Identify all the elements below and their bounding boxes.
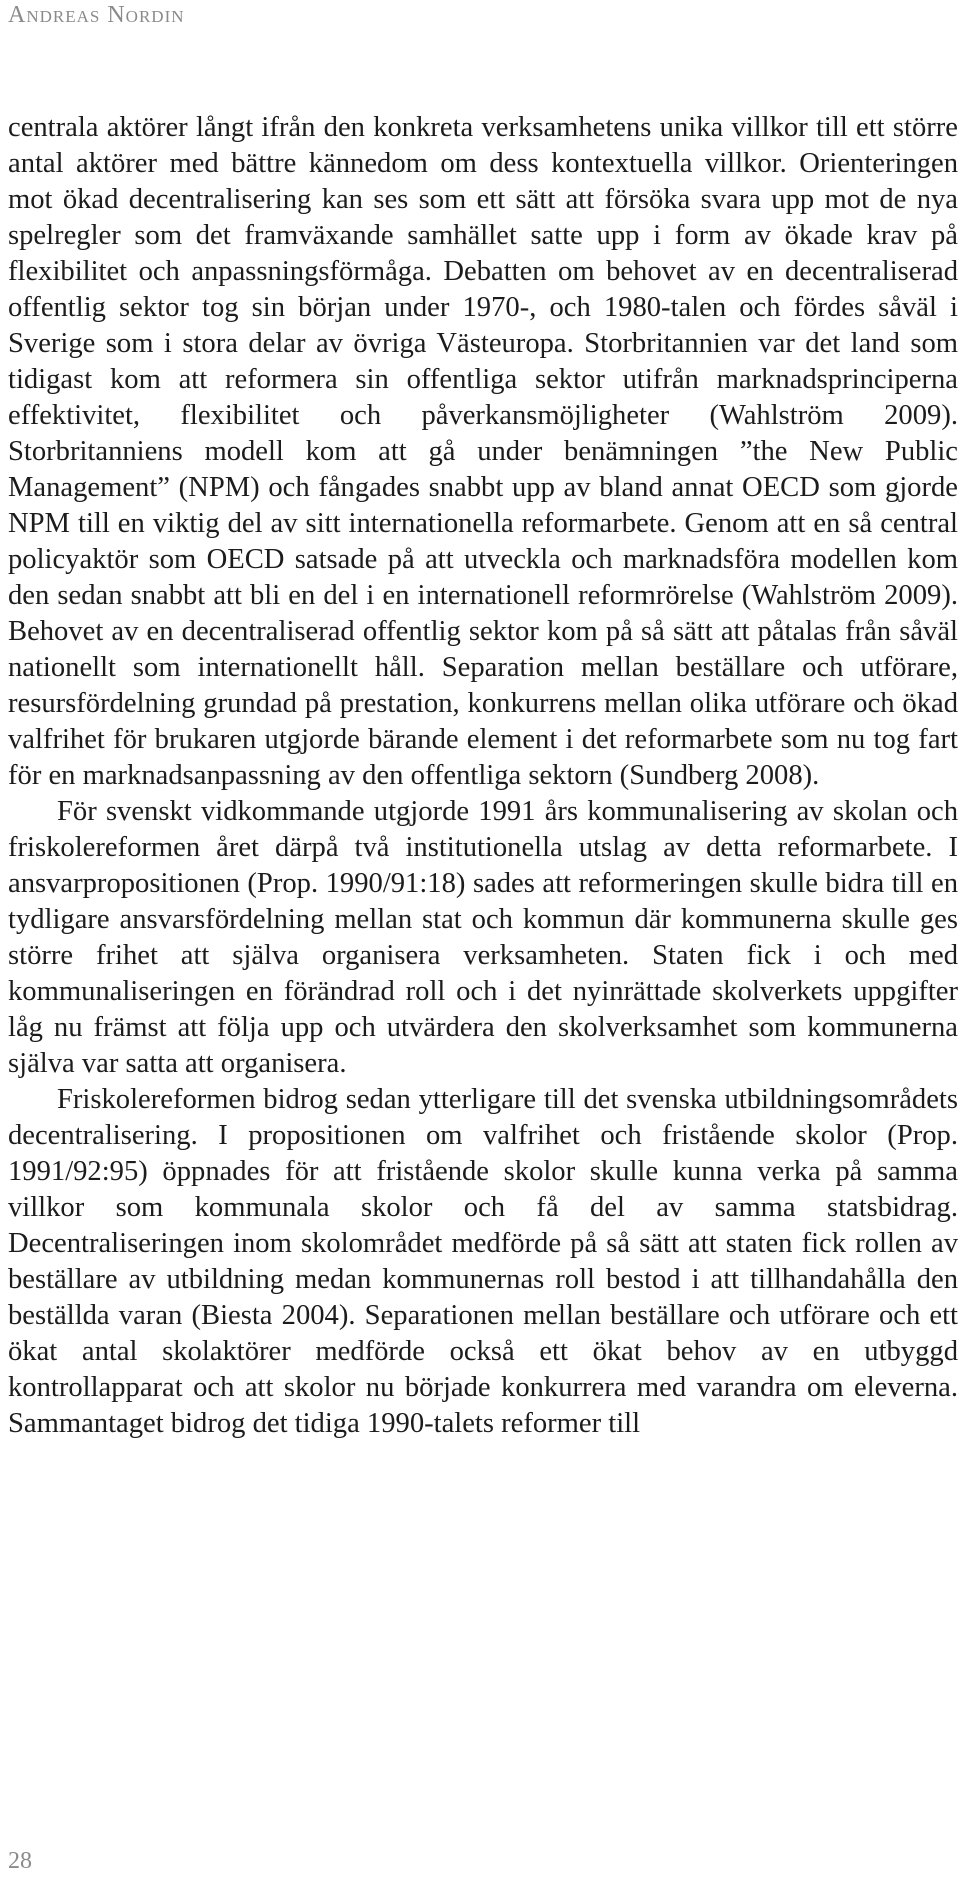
- running-head: Andreas Nordin: [8, 2, 185, 28]
- paragraph: Friskolereformen bidrog sedan ytterligare till det svenska utbildningsområdets decentralisering. I propositionen om valfrihet och fristående skolor (Prop. 1991/92:95) öppnades för att fristående skolor skulle kunna verka på samma villkor som kommunala skolor och få del av samma statsbidrag. Decentraliseringen inom skolområdet medförde på så sätt att staten fick rollen av beställare av utbildning medan kommunernas roll bestod i att tillhandahålla den beställda varan (Biesta 2004). Separationen mellan beställare och utförare och ett ökat antal skolaktörer medförde också ett ökat behov av en utbyggd kontrollapparat och att skolor nu började konkurrera med varandra om eleverna. Sammantaget bidrog det tidiga 1990-talets reformer till: [8, 1084, 958, 1439]
- page-number: 28: [8, 1848, 32, 1874]
- body-text: [8, 110, 958, 1442]
- paragraph: centrala aktörer långt ifrån den konkreta verksamhetens unika villkor till ett större antal aktörer med bättre kännedom om dess kontextuella villkor. Orienteringen mot ökad decentralisering kan ses som ett sätt att försöka svara upp mot de nya spelregler som det framväxande samhället satte upp i form av ökade krav på flexibilitet och anpassningsförmåga. Debatten om behovet av en decentraliserad offentlig sektor tog sin början under 1970-, och 1980-talen och fördes såväl i Sverige som i stora delar av övriga Västeuropa. Storbritannien var det land som tidigast kom att reformera sin offentliga sektor utifrån marknadsprinciperna effektivitet, flexibilitet och påverkansmöjligheter (Wahlström 2009). Storbritanniens modell kom att gå under benämningen ”the New Public Management” (NPM) och fångades snabbt upp av bland annat OECD som gjorde NPM till en viktig del av sitt internationella reformarbete. Genom att en så central policyaktör som OECD satsade på att utveckla och marknadsföra modellen kom den sedan snabbt att bli en del i en internationell reformrörelse (Wahlström 2009). Behovet av en decentraliserad offentlig sektor kom på så sätt att påtalas från såväl nationellt som internationellt håll. Separation mellan beställare och utförare, resursfördelning grundad på prestation, konkurrens mellan olika utförare och ökad valfrihet för brukaren utgjorde bärande element i det reformarbete som nu tog fart för en marknadsanpassning av den offentliga sektorn (Sundberg 2008).: [8, 112, 958, 791]
- paragraph: För svenskt vidkommande utgjorde 1991 års kommunalisering av skolan och friskolereformen året därpå två institutionella utslag av detta reformarbete. I ansvarpropositionen (Prop. 1990/91:18) sades att reformeringen skulle bidra till en tydligare ansvarsfördelning mellan stat och kommun där kommunerna skulle ges större frihet att själva organisera verksamheten. Staten fick i och med kommunaliseringen en förändrad roll och i det nyinrättade skolverkets uppgifter låg nu främst att följa upp och utvärdera den skolverksamhet som kommunerna själva var satta att organisera.: [8, 796, 958, 1079]
